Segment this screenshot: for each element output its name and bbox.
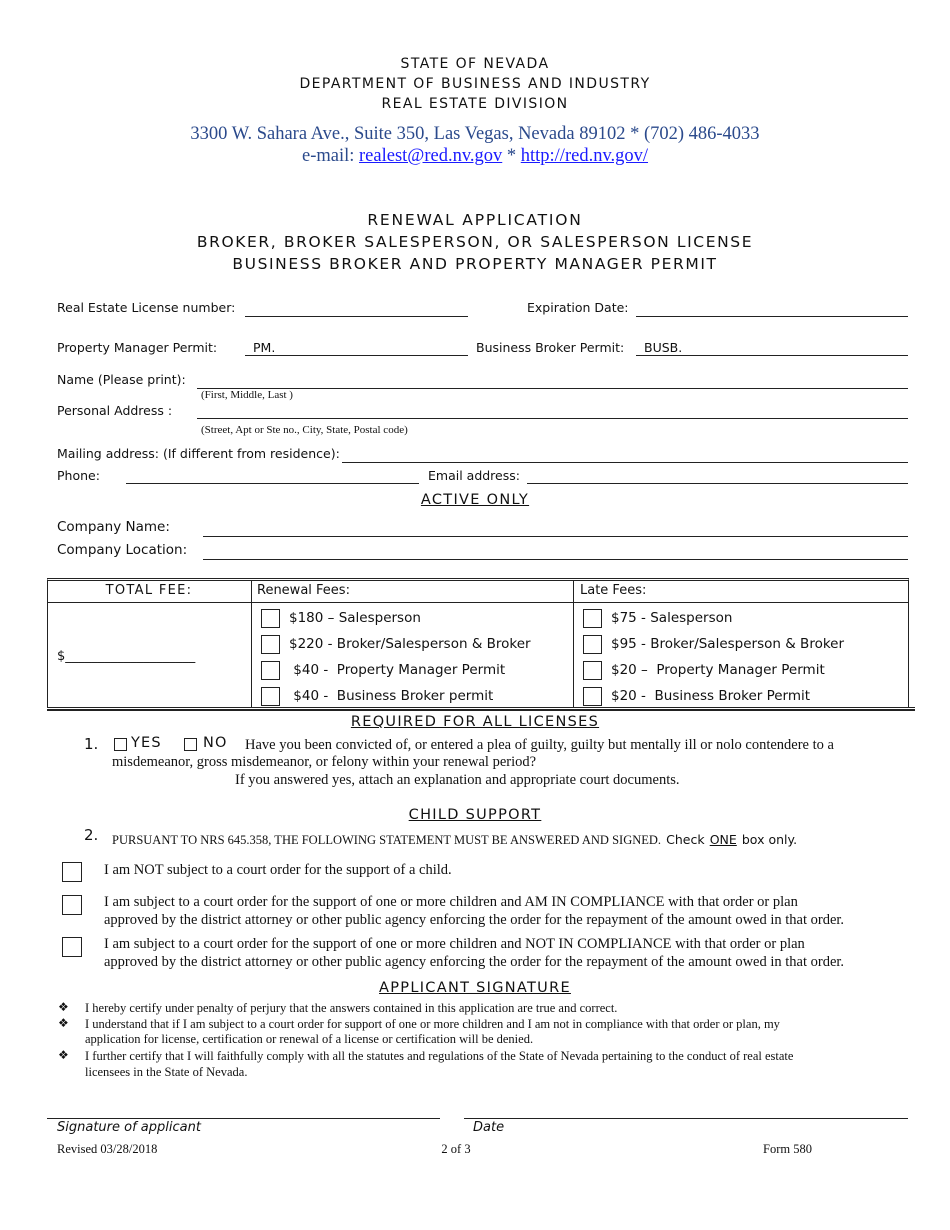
agency-department: DEPARTMENT OF BUSINESS AND INDUSTRY bbox=[299, 76, 651, 92]
email-address-input[interactable] bbox=[527, 483, 908, 484]
late-bb-label: $20 - Business Broker Permit bbox=[611, 688, 811, 704]
check-one: ONE bbox=[709, 832, 737, 847]
renewal-fees-header: Renewal Fees: bbox=[257, 583, 350, 598]
question-1-text-line2: misdemeanor, gross misdemeanor, or felony within your renewal period? bbox=[112, 754, 537, 770]
renewal-pm-checkbox[interactable] bbox=[261, 661, 280, 680]
company-location-input[interactable] bbox=[203, 559, 908, 560]
pm-permit-prefix: PM. bbox=[253, 340, 276, 355]
child-support-instruction bbox=[112, 829, 797, 848]
question-1-no-label: NO bbox=[203, 735, 228, 751]
phone-label: Phone: bbox=[57, 468, 100, 483]
late-fees-header: Late Fees: bbox=[580, 583, 647, 598]
late-pm-checkbox[interactable] bbox=[583, 661, 602, 680]
license-number-label: Real Estate License number: bbox=[57, 300, 236, 315]
agency-address: 3300 W. Sahara Ave., Suite 350, Las Vegas, Nevada 89102 * (702) 486-4033 bbox=[190, 124, 760, 144]
child-support-option-1-text: I am NOT subject to a court order for the support of a child. bbox=[104, 862, 452, 878]
child-support-option-2-line2: approved by the district attorney or other public agency enforcing the order for the repayment of the amount owed in that order. bbox=[104, 912, 845, 928]
email-address-label: Email address: bbox=[428, 468, 520, 483]
certification-2-bullet-icon: ❖ bbox=[58, 1016, 69, 1030]
question-1-yes-checkbox[interactable] bbox=[114, 738, 127, 751]
company-name-label: Company Name: bbox=[57, 519, 170, 535]
fee-divider-1 bbox=[251, 580, 252, 708]
child-support-heading: CHILD SUPPORT bbox=[408, 807, 542, 823]
page-number: 2 of 3 bbox=[441, 1142, 471, 1156]
late-salesperson-checkbox[interactable] bbox=[583, 609, 602, 628]
pm-permit-input[interactable] bbox=[245, 355, 468, 356]
form-number: Form 580 bbox=[763, 1142, 812, 1156]
signature-label: Signature of applicant bbox=[57, 1120, 201, 1135]
child-support-option-3-line1: I am subject to a court order for the support of one or more children and NOT IN COMPLIANCE with that order or plan bbox=[104, 936, 805, 952]
child-support-option-2-line1: I am subject to a court order for the support of one or more children and AM IN COMPLIANCE with that order or plan bbox=[104, 894, 798, 910]
company-name-input[interactable] bbox=[203, 536, 908, 537]
renewal-bb-label: $40 - Business Broker permit bbox=[289, 688, 494, 704]
date-label: Date bbox=[473, 1120, 505, 1135]
pm-permit-label: Property Manager Permit: bbox=[57, 340, 218, 355]
name-input[interactable] bbox=[197, 388, 908, 389]
active-only-heading: ACTIVE ONLY bbox=[420, 492, 530, 508]
late-pm-label: $20 – Property Manager Permit bbox=[611, 662, 825, 678]
late-broker-checkbox[interactable] bbox=[583, 635, 602, 654]
phone-input[interactable] bbox=[126, 483, 419, 484]
license-number-input[interactable] bbox=[245, 316, 468, 317]
renewal-bb-checkbox[interactable] bbox=[261, 687, 280, 706]
personal-address-input[interactable] bbox=[197, 418, 908, 419]
fee-bottom-rule bbox=[47, 707, 915, 711]
certification-2-line2: application for license, certification or renewal of a license or certification will be denied. bbox=[85, 1032, 534, 1046]
form-subtitle-license: BROKER, BROKER SALESPERSON, OR SALESPERSON LICENSE bbox=[196, 233, 754, 251]
company-location-label: Company Location: bbox=[57, 542, 188, 558]
total-fee-input[interactable]: $____________________ bbox=[57, 649, 196, 664]
fee-header-rule bbox=[47, 602, 909, 603]
certification-3-line1: I further certify that I will faithfully comply with all the statutes and regulations of the State of Nevada pertaining to the conduct of real estate bbox=[85, 1049, 794, 1063]
date-input[interactable] bbox=[464, 1118, 908, 1119]
total-fee-label: TOTAL FEE: bbox=[105, 583, 193, 598]
question-1-text-line1: Have you been convicted of, or entered a plea of guilty, guilty but mentally ill or nolo contendere to a bbox=[245, 737, 834, 753]
late-bb-checkbox[interactable] bbox=[583, 687, 602, 706]
question-1-note: If you answered yes, attach an explanation and appropriate court documents. bbox=[235, 772, 680, 788]
contact-separator: * bbox=[506, 146, 517, 166]
bb-permit-input[interactable] bbox=[636, 355, 908, 356]
email-label: e-mail: bbox=[301, 146, 355, 166]
applicant-signature-heading: APPLICANT SIGNATURE bbox=[379, 980, 571, 996]
mailing-address-label: Mailing address: (If different from residence): bbox=[57, 446, 340, 461]
expiration-date-label: Expiration Date: bbox=[527, 300, 629, 315]
renewal-pm-label: $40 - Property Manager Permit bbox=[289, 662, 506, 678]
website-link[interactable]: http://red.nv.gov/ bbox=[520, 146, 649, 166]
revised-date: Revised 03/28/2018 bbox=[57, 1142, 158, 1156]
form-subtitle-permit: BUSINESS BROKER AND PROPERTY MANAGER PERMIT bbox=[232, 255, 718, 273]
name-hint: (First, Middle, Last ) bbox=[201, 389, 293, 401]
certification-3-line2: licensees in the State of Nevada. bbox=[85, 1065, 248, 1079]
certification-1-text: I hereby certify under penalty of perjury that the answers contained in this application are true and correct. bbox=[85, 1001, 618, 1015]
email-link[interactable]: realest@red.nv.gov bbox=[359, 146, 503, 166]
late-broker-label: $95 - Broker/Salesperson & Broker bbox=[611, 636, 845, 652]
address-hint: (Street, Apt or Ste no., City, State, Postal code) bbox=[201, 424, 408, 436]
expiration-date-input[interactable] bbox=[636, 316, 908, 317]
required-heading: REQUIRED FOR ALL LICENSES bbox=[350, 714, 600, 730]
agency-state: STATE OF NEVADA bbox=[400, 56, 550, 72]
child-support-option-3-checkbox[interactable] bbox=[62, 937, 82, 957]
name-label: Name (Please print): bbox=[57, 372, 186, 387]
form-title: RENEWAL APPLICATION bbox=[367, 211, 583, 229]
question-1-number: 1. bbox=[84, 735, 99, 753]
child-support-option-1-checkbox[interactable] bbox=[62, 862, 82, 882]
check-prefix: Check bbox=[666, 832, 705, 847]
agency-division: REAL ESTATE DIVISION bbox=[381, 96, 569, 112]
renewal-broker-checkbox[interactable] bbox=[261, 635, 280, 654]
mailing-address-input[interactable] bbox=[342, 462, 908, 463]
question-2-number: 2. bbox=[84, 826, 99, 844]
renewal-broker-label: $220 - Broker/Salesperson & Broker bbox=[289, 636, 531, 652]
child-support-option-3-line2: approved by the district attorney or other public agency enforcing the order for the repayment of the amount owed in that order. bbox=[104, 954, 845, 970]
instruction-text: PURSUANT TO NRS 645.358, THE FOLLOWING STATEMENT MUST BE ANSWERED AND SIGNED. bbox=[112, 833, 662, 847]
child-support-option-2-checkbox[interactable] bbox=[62, 895, 82, 915]
fee-divider-2 bbox=[573, 580, 574, 708]
personal-address-label: Personal Address : bbox=[57, 403, 173, 418]
renewal-salesperson-label: $180 – Salesperson bbox=[289, 610, 421, 626]
certification-3-bullet-icon: ❖ bbox=[58, 1048, 69, 1062]
check-suffix: box only. bbox=[741, 832, 798, 847]
renewal-salesperson-checkbox[interactable] bbox=[261, 609, 280, 628]
agency-contact bbox=[0, 146, 950, 167]
signature-input[interactable] bbox=[47, 1118, 440, 1119]
certification-2-line1: I understand that if I am subject to a court order for support of one or more children and I am not in compliance with that order or plan, my bbox=[85, 1017, 780, 1031]
bb-permit-prefix: BUSB. bbox=[644, 340, 683, 355]
question-1-no-checkbox[interactable] bbox=[184, 738, 197, 751]
certification-1-bullet-icon: ❖ bbox=[58, 1000, 69, 1014]
bb-permit-label: Business Broker Permit: bbox=[476, 340, 625, 355]
question-1-yes-label: YES bbox=[131, 735, 162, 751]
late-salesperson-label: $75 - Salesperson bbox=[611, 610, 733, 626]
